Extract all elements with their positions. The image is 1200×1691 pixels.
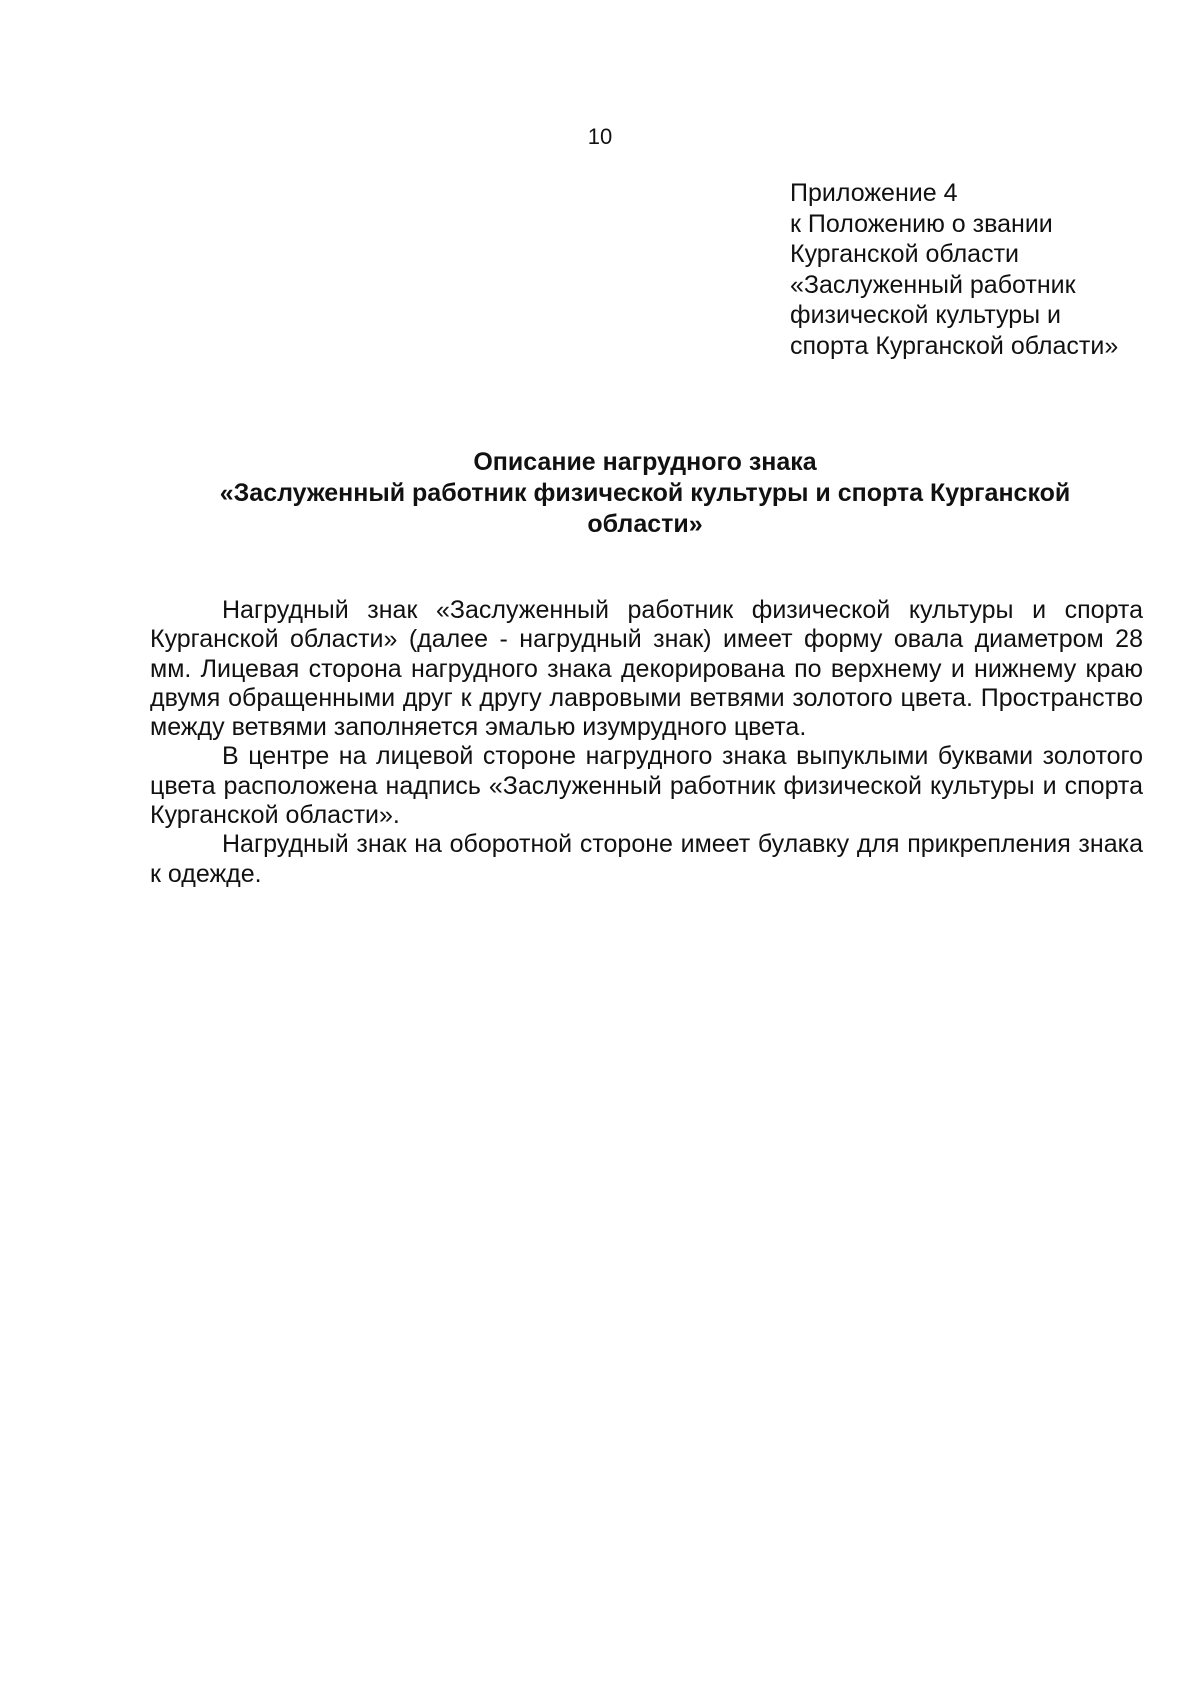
body-paragraph: Нагрудный знак на оборотной стороне имеет булавку для прикрепления знака к одежде. bbox=[150, 830, 1143, 888]
appendix-line: Курганской области bbox=[790, 240, 1020, 268]
appendix-line: физической культуры и bbox=[790, 301, 1061, 329]
body-paragraph: В центре на лицевой стороне нагрудного знака выпуклыми буквами золотого цвета расположена надпись «Заслуженный работник физической культуры и спорта Курганской области». bbox=[150, 742, 1143, 830]
page-number: 10 bbox=[587, 124, 613, 149]
document-title bbox=[150, 447, 1140, 540]
title-line: «Заслуженный работник физической культуры и спорта Курганской bbox=[219, 479, 1071, 507]
appendix-reference bbox=[790, 178, 1190, 361]
appendix-line: спорта Курганской области» bbox=[790, 331, 1119, 360]
appendix-line: «Заслуженный работник bbox=[790, 270, 1076, 299]
document-body bbox=[150, 596, 1143, 889]
appendix-line: Приложение 4 bbox=[790, 179, 958, 207]
appendix-line: к Положению о звании bbox=[790, 209, 1053, 238]
title-line: области» bbox=[587, 510, 703, 538]
title-line: Описание нагрудного знака bbox=[473, 448, 817, 476]
body-paragraph: Нагрудный знак «Заслуженный работник физической культуры и спорта Курганской области» (далее - нагрудный знак) имеет форму овала диаметром 28 мм. Лицевая сторона нагрудного знака декорирована по верхнему и нижнему краю двумя обращенными друг к другу лавровыми ветвями золотого цвета. Пространство между ветвями заполняется эмалью изумрудного цвета. bbox=[150, 596, 1143, 742]
